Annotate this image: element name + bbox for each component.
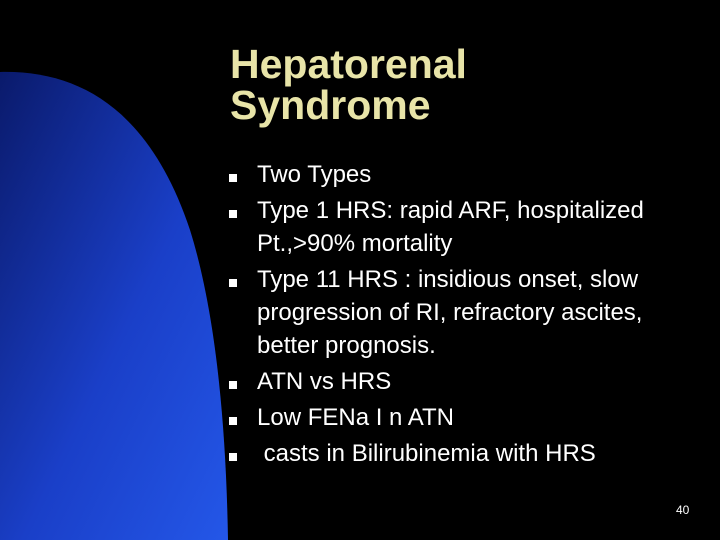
- bullet-text: Type 11 HRS : insidious onset, slow progression of RI, refractory ascites, better prognosis.: [257, 266, 643, 359]
- bullet-item: [229, 401, 709, 434]
- slide-title: [230, 41, 467, 128]
- square-bullet-icon: [229, 174, 237, 182]
- page-number: 40: [676, 503, 690, 517]
- bullet-text: ATN vs HRS: [257, 368, 392, 395]
- bullet-text: Low FENa I n ATN: [257, 404, 454, 431]
- bullet-item: [229, 263, 709, 362]
- square-bullet-icon: [229, 381, 237, 389]
- bullet-text: Type 1 HRS: rapid ARF, hospitalized Pt.,>90% mortality: [257, 197, 644, 257]
- bullet-item: [229, 194, 709, 260]
- square-bullet-icon: [229, 279, 237, 287]
- square-bullet-icon: [229, 453, 237, 461]
- bullet-text: casts in Bilirubinemia with HRS: [257, 440, 596, 467]
- bullet-item: [229, 158, 709, 191]
- bullet-text: Two Types: [257, 161, 372, 188]
- bullet-item: [229, 365, 709, 398]
- square-bullet-icon: [229, 210, 237, 218]
- bullet-item: [229, 437, 709, 470]
- title-line-2: Syndrome: [230, 82, 431, 128]
- title-line-1: Hepatorenal: [230, 41, 467, 87]
- bullet-list: [229, 158, 709, 473]
- square-bullet-icon: [229, 417, 237, 425]
